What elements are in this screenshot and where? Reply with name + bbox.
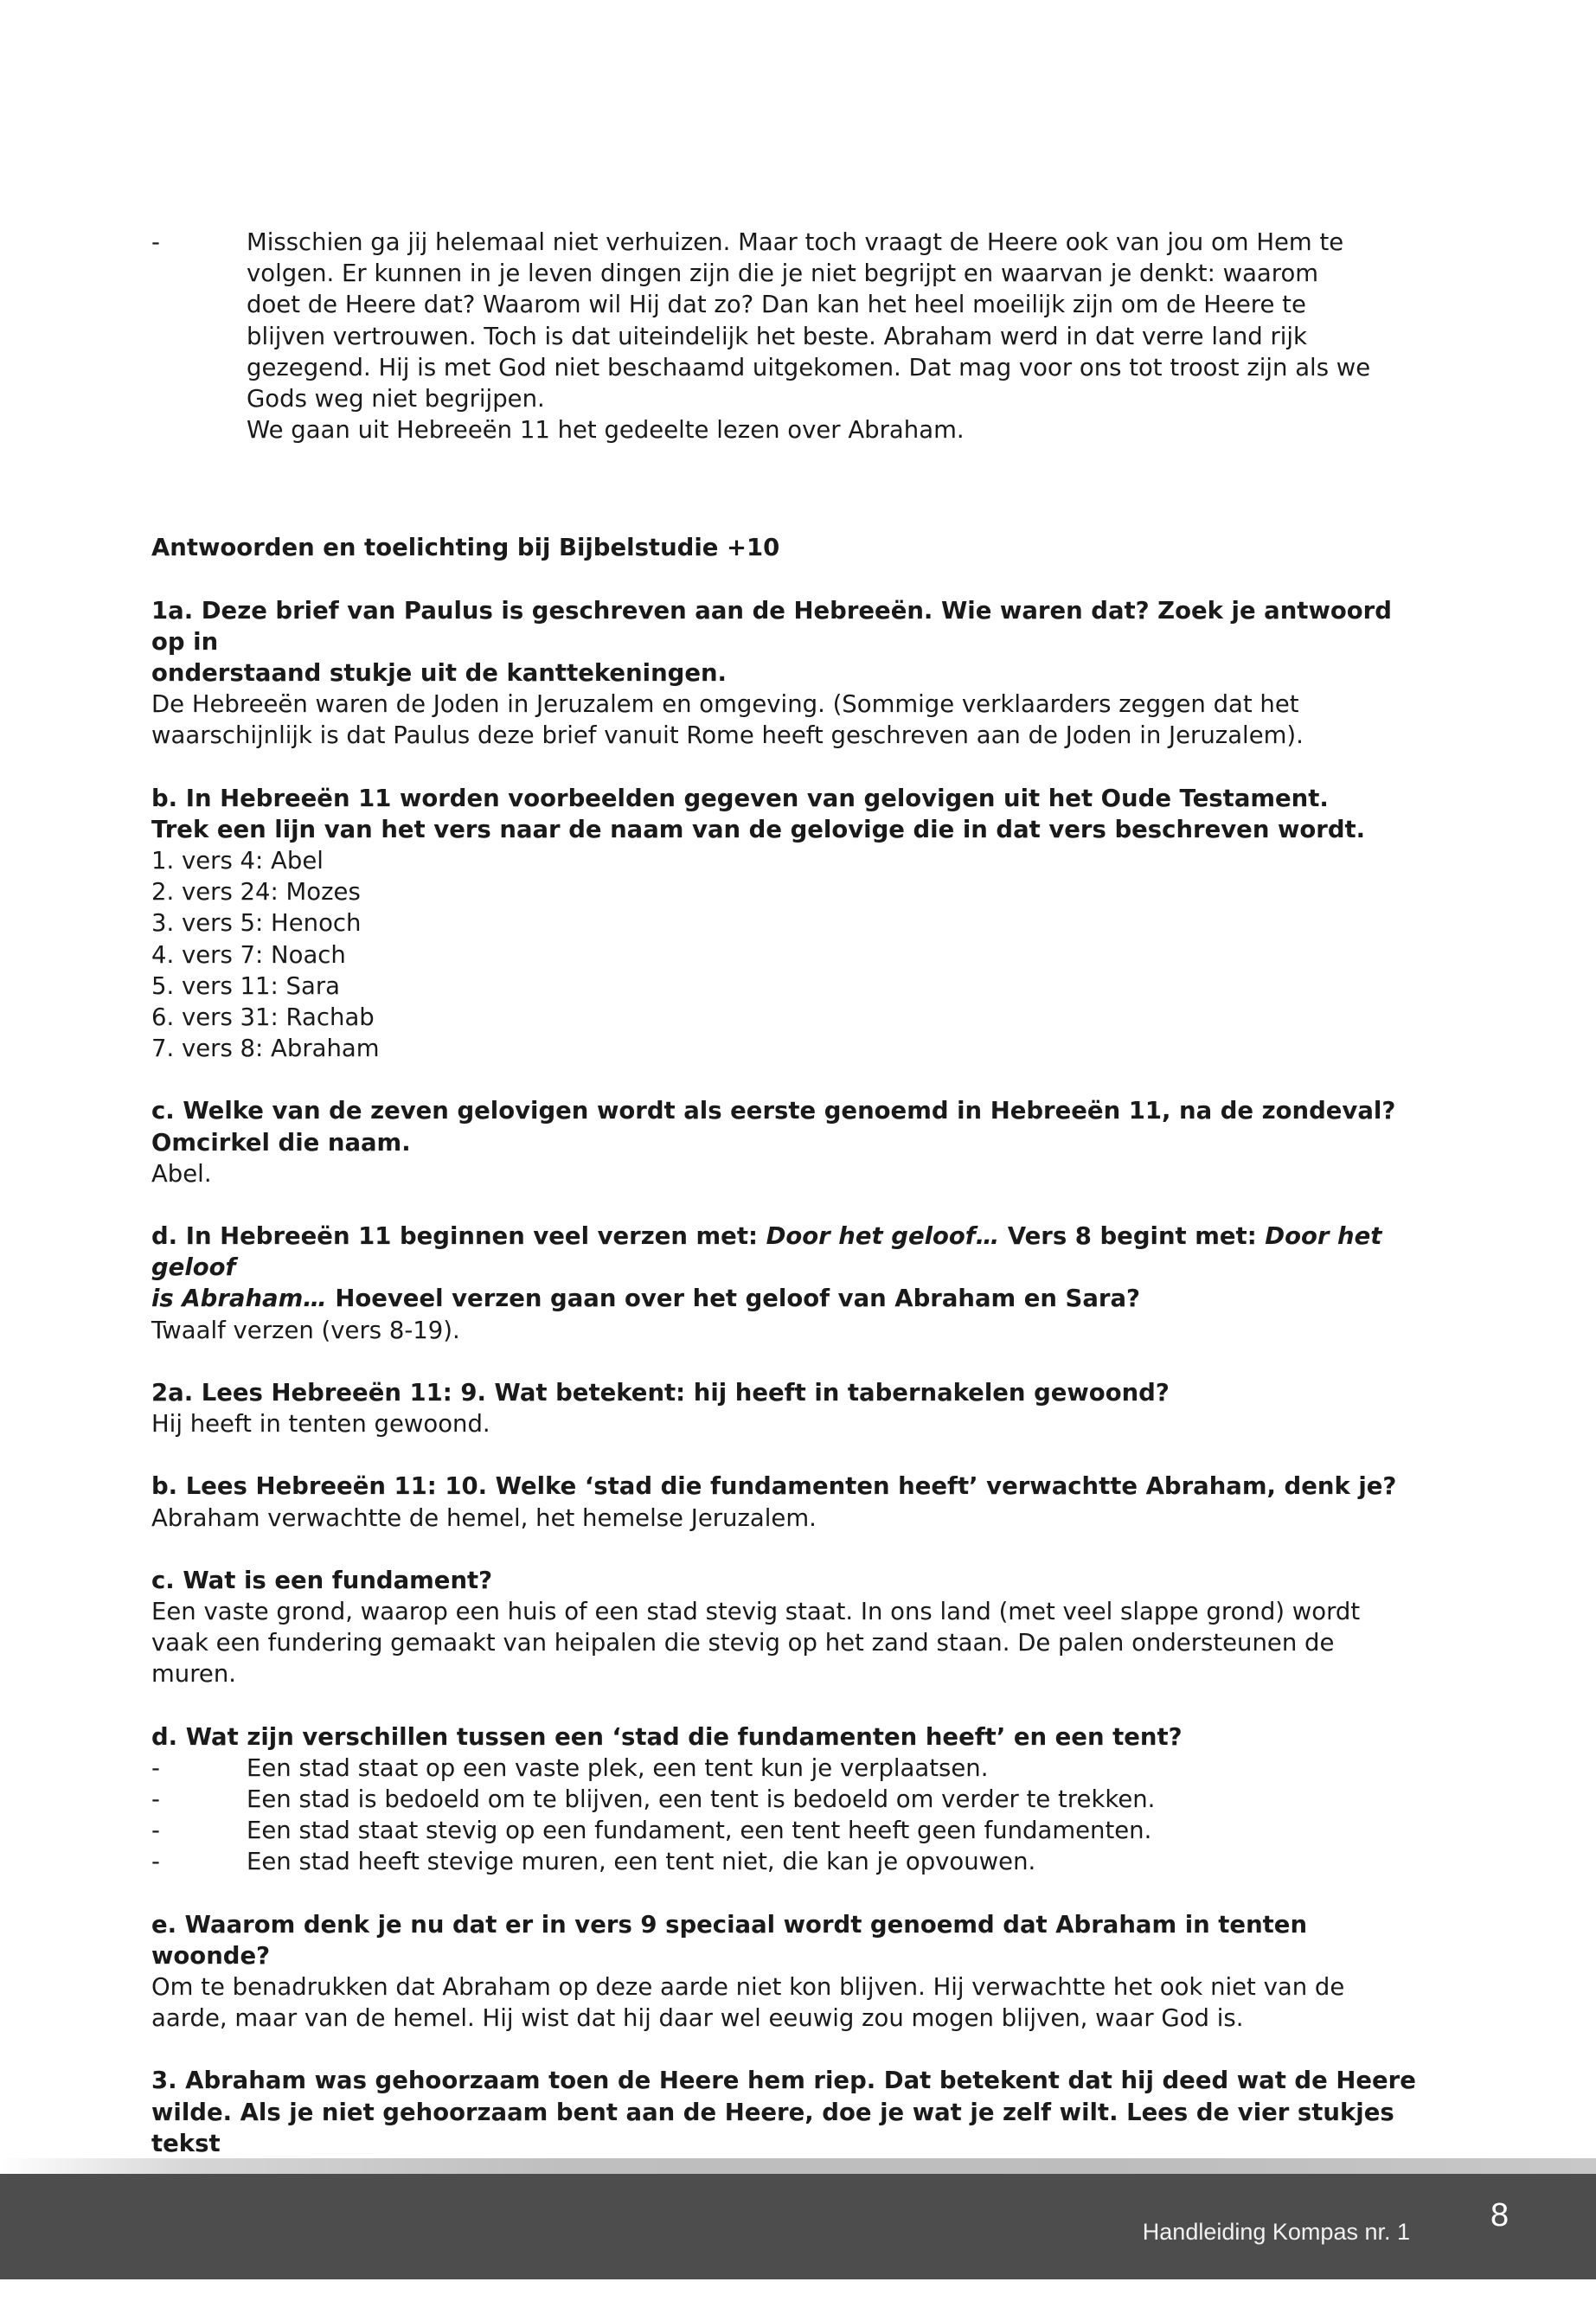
question-1a: [151, 595, 1423, 752]
list-item: [151, 1784, 1423, 1815]
list-item-text: Een stad staat stevig op een fundament, een tent heeft geen fundamenten.: [247, 1817, 1152, 1845]
list-dash: -: [151, 1753, 160, 1782]
question-text: onderstaand stukje uit de kanttekeningen.: [151, 659, 727, 688]
question-segment: d. In Hebreeën 11 beginnen veel verzen met:: [151, 1222, 766, 1251]
list-dash: -: [151, 1785, 160, 1813]
answer-text: muren.: [151, 1660, 237, 1689]
question-text: [151, 1221, 1423, 1283]
footer-shadow: [0, 2158, 1596, 2174]
quote-italic: Door het geloof: [151, 1222, 1382, 1282]
intro-line: Gods weg niet begrijpen.: [247, 385, 545, 413]
quote-italic: Door het geloof…: [766, 1222, 1000, 1251]
list-item-text: Een stad heeft stevige muren, een tent niet, die kan je opvouwen.: [247, 1848, 1036, 1876]
question-1b: [151, 783, 1423, 1065]
intro-line: We gaan uit Hebreeën 11 het gedeelte lezen over Abraham.: [247, 416, 965, 445]
question-1d: [151, 1221, 1423, 1346]
intro-dash: -: [151, 228, 160, 256]
question-text: Omcirkel die naam.: [151, 1128, 411, 1157]
list-item: 4. vers 7: Noach: [151, 940, 346, 969]
question-2b: [151, 1471, 1423, 1533]
question-text: 3. Abraham was gehoorzaam toen de Heere hem riep. Dat betekent dat hij deed wat de Heere: [151, 2067, 1416, 2095]
question-text: c. Welke van de zeven gelovigen wordt als eerste genoemd in Hebreeën 11, na de zondeval?: [151, 1097, 1396, 1125]
list-dash: -: [151, 1817, 160, 1845]
question-1c: [151, 1095, 1423, 1189]
list-item: 6. vers 31: Rachab: [151, 1003, 375, 1032]
list-item: [151, 1846, 1423, 1877]
answer-text: waarschijnlijk is dat Paulus deze brief vanuit Rome heeft geschreven aan de Joden in Jeruzalem).: [151, 721, 1304, 750]
question-2d: [151, 1721, 1423, 1878]
section-heading: Antwoorden en toelichting bij Bijbelstudie +10: [151, 534, 780, 562]
list-item: 2. vers 24: Mozes: [151, 878, 361, 907]
question-text: b. Lees Hebreeën 11: 10. Welke ‘stad die fundamenten heeft’ verwachtte Abraham, denk je?: [151, 1472, 1397, 1501]
intro-line: volgen. Er kunnen in je leven dingen zijn die je niet begrijpt en waarvan je denkt: waarom: [247, 260, 1319, 288]
question-segment: Vers 8 begint met:: [999, 1222, 1266, 1251]
page-number: 8: [1490, 2197, 1509, 2234]
list-item: 3. vers 5: Henoch: [151, 909, 362, 938]
question-text: [151, 1283, 1423, 1314]
list-item: [151, 1753, 1423, 1784]
answer-text: Om te benadrukken dat Abraham op deze aarde niet kon blijven. Hij verwachtte het ook niet van de: [151, 1972, 1345, 2001]
list-item-text: Een stad is bedoeld om te blijven, een tent is bedoeld om verder te trekken.: [247, 1785, 1156, 1813]
question-text: b. In Hebreeën 11 worden voorbeelden gegeven van gelovigen uit het Oude Testament.: [151, 784, 1329, 812]
answer-text: Hij heeft in tenten gewoond.: [151, 1410, 490, 1439]
intro-line: blijven vertrouwen. Toch is dat uiteindelijk het beste. Abraham werd in dat verre land rijk: [247, 322, 1307, 350]
list-item-text: Een stad staat op een vaste plek, een tent kun je verplaatsen.: [247, 1753, 989, 1782]
list-item: 5. vers 11: Sara: [151, 971, 341, 1000]
answer-text: Twaalf verzen (vers 8-19).: [151, 1316, 460, 1344]
question-text: 2a. Lees Hebreeën 11: 9. Wat betekent: hij heeft in tabernakelen gewoond?: [151, 1378, 1170, 1407]
question-text: Trek een lijn van het vers naar de naam van de gelovige die in dat vers beschreven wordt.: [151, 815, 1366, 843]
list-item: [151, 1815, 1423, 1846]
question-text: c. Wat is een fundament?: [151, 1566, 493, 1594]
answer-text: vaak een fundering gemaakt van heipalen die stevig op het zand staan. De palen ondersteunen de: [151, 1629, 1335, 1657]
question-text: d. Wat zijn verschillen tussen een ‘stad die fundamenten heeft’ en een tent?: [151, 1722, 1183, 1751]
question-2a: [151, 1377, 1423, 1439]
intro-line: Misschien ga jij helemaal niet verhuizen. Maar toch vraagt de Heere ook van jou om Hem te: [247, 228, 1344, 256]
question-2c: [151, 1565, 1423, 1690]
question-text: e. Waarom denk je nu dat er in vers 9 speciaal wordt genoemd dat Abraham in tenten woonde?: [151, 1910, 1308, 1970]
question-text: wilde. Als je niet gehoorzaam bent aan de Heere, doe je wat je zelf wilt. Lees de vier stukjes tekst: [151, 2098, 1394, 2157]
intro-line: gezegend. Hij is met God niet beschaamd uitgekomen. Dat mag voor ons tot troost zijn als we: [247, 353, 1371, 381]
question-segment: Hoeveel verzen gaan over het geloof van Abraham en Sara?: [326, 1285, 1140, 1313]
page-content: [151, 227, 1423, 2190]
question-2e: [151, 1909, 1423, 2035]
quote-italic: is Abraham…: [151, 1285, 327, 1313]
answer-text: Een vaste grond, waarop een huis of een stad stevig staat. In ons land (met veel slappe grond) wordt: [151, 1597, 1361, 1625]
answer-text: aarde, maar van de hemel. Hij wist dat hij daar wel eeuwig zou mogen blijven, waar God is.: [151, 2004, 1244, 2033]
list-item: 1. vers 4: Abel: [151, 847, 324, 875]
answer-text: Abel.: [151, 1159, 212, 1188]
answer-text: De Hebreeën waren de Joden in Jeruzalem en omgeving. (Sommige verklaarders zeggen dat het: [151, 690, 1299, 719]
intro-line: doet de Heere dat? Waarom wil Hij dat zo? Dan kan het heel moeilijk zijn om de Heere te: [247, 291, 1306, 319]
list-dash: -: [151, 1848, 160, 1876]
list-item: 7. vers 8: Abraham: [151, 1035, 380, 1063]
question-text: 1a. Deze brief van Paulus is geschreven aan de Hebreeën. Wie waren dat? Zoek je antwoord op in: [151, 596, 1392, 656]
footer-title: Handleiding Kompas nr. 1: [1142, 2219, 1410, 2245]
answer-text: Abraham verwachtte de hemel, het hemelse Jeruzalem.: [151, 1503, 817, 1532]
intro-paragraph: [151, 227, 1423, 445]
